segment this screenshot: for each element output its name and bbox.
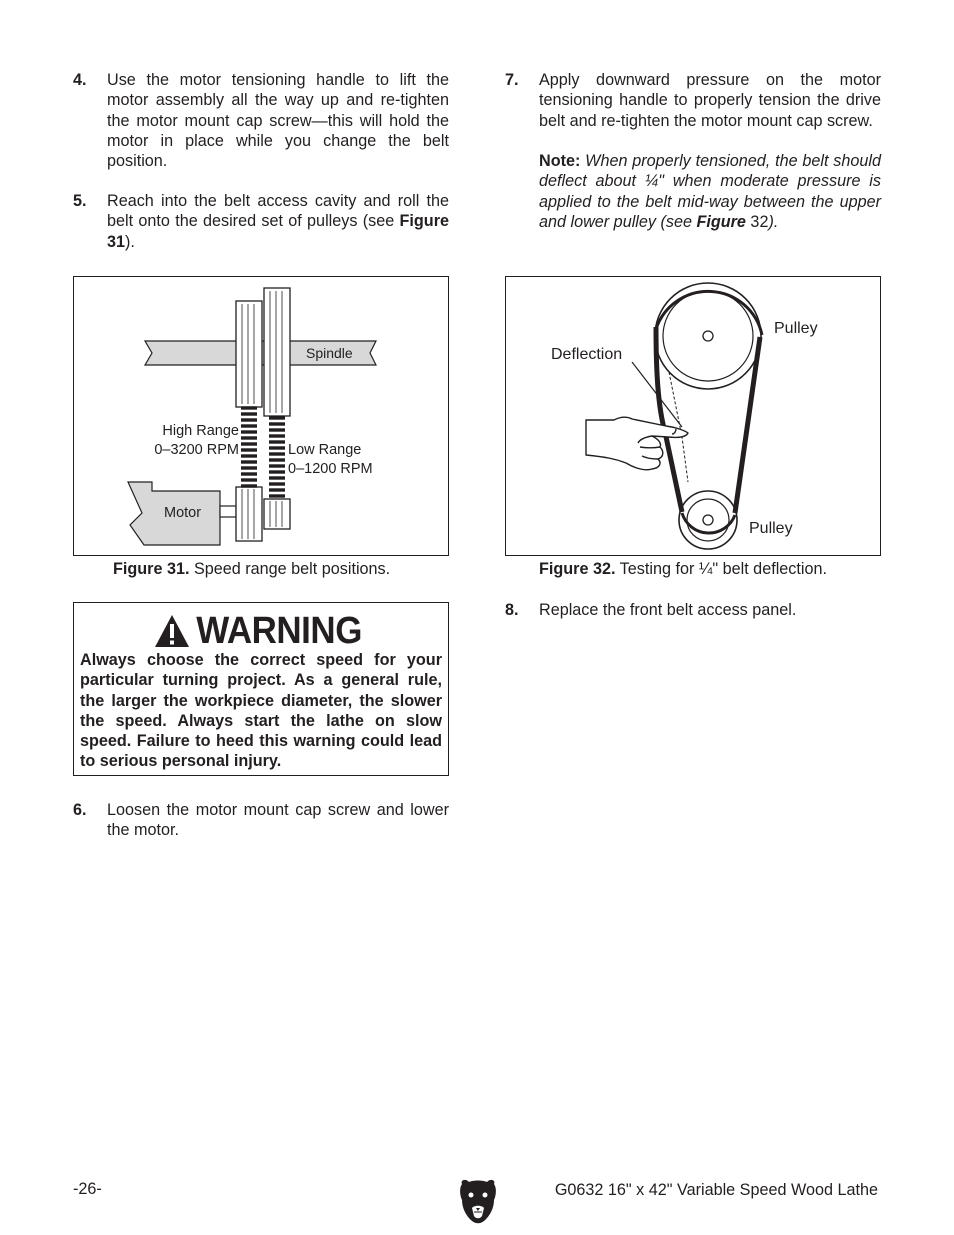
spindle-pulley-high <box>236 301 262 407</box>
step-number: 6. <box>73 801 87 819</box>
figure-31-caption: Figure 31. Speed range belt positions. <box>113 560 391 578</box>
motor-shaft <box>220 506 236 517</box>
spindle-pulley-low <box>264 288 290 416</box>
label-deflection: Deflection <box>551 346 623 363</box>
footer-model-title: G0632 16" x 42" Variable Speed Wood Lathe <box>554 1181 878 1199</box>
label-pulley-bottom: Pulley <box>749 520 793 537</box>
step-number: 8. <box>505 601 519 619</box>
warning-triangle-icon <box>153 613 191 649</box>
step-text: Use the motor tensioning handle to lift the motor assembly all the way up and re-tighten the motor mount cap screw—this will hold the motor in place while you change the belt position. <box>107 71 449 171</box>
note: Note: When properly tensioned, the belt should deflect about ¼" when moderate pressure is applied to the belt mid-way between the upper and lower pulley (see Figure 32). <box>539 152 881 232</box>
label-spindle: Spindle <box>306 345 353 361</box>
step-number: 4. <box>73 71 87 89</box>
top-pulley-hub <box>703 331 713 341</box>
step-5 <box>73 191 449 255</box>
warning-text: Always choose the correct speed for your particular turning project. As a general rule, the larger the workpiece diameter, the slower the speed. Always start the lathe on slow speed. Failure to heed this warning could lead to serious personal injury. <box>80 651 442 771</box>
belt-deflection-diagram <box>506 277 879 554</box>
label-pulley-top: Pulley <box>774 320 818 337</box>
step-8 <box>505 600 881 624</box>
warning-title: WARNING <box>74 609 448 653</box>
step-text: Apply downward pressure on the motor tensioning handle to properly tension the drive belt and re-tighten the motor mount cap screw. Note: When properly tensioned, the belt should deflect about ¼" when moderate pressure is applied to the belt mid-way between the upper and lower pulley (see Figure 32). <box>539 71 881 232</box>
step-text: Loosen the motor mount cap screw and lower the motor. <box>107 801 449 840</box>
step-7 <box>505 70 881 260</box>
step-number: 7. <box>505 71 519 89</box>
step-6 <box>73 800 449 844</box>
belt-high-range <box>241 408 257 486</box>
step-text: Replace the front belt access panel. <box>539 601 797 619</box>
figure-reference: Figure 31 <box>107 212 449 251</box>
figure-32-caption: Figure 32. Testing for ¼" belt deflection. <box>539 560 827 578</box>
warning-box <box>73 602 449 776</box>
step-number: 5. <box>73 192 87 210</box>
label-high-rpm: 0–3200 RPM <box>154 442 239 458</box>
label-low-range: Low Range <box>288 442 362 458</box>
figure-reference: Figure <box>696 213 746 232</box>
bear-head-icon <box>458 1178 498 1224</box>
page-number: -26- <box>73 1180 102 1198</box>
label-low-rpm: 0–1200 RPM <box>288 461 373 477</box>
motor-pulley-high <box>236 487 262 541</box>
step-text: Reach into the belt access cavity and roll the belt onto the desired set of pulleys (see Figure 31). <box>107 192 449 251</box>
label-high-range: High Range <box>162 423 239 439</box>
bottom-pulley-hub <box>703 515 713 525</box>
figure-32 <box>505 276 881 556</box>
motor-pulley-low <box>264 499 290 529</box>
belt-low-range <box>269 418 285 496</box>
figure-31 <box>73 276 449 556</box>
label-motor: Motor <box>164 505 202 521</box>
step-4 <box>73 70 449 180</box>
speed-range-diagram <box>74 277 447 554</box>
